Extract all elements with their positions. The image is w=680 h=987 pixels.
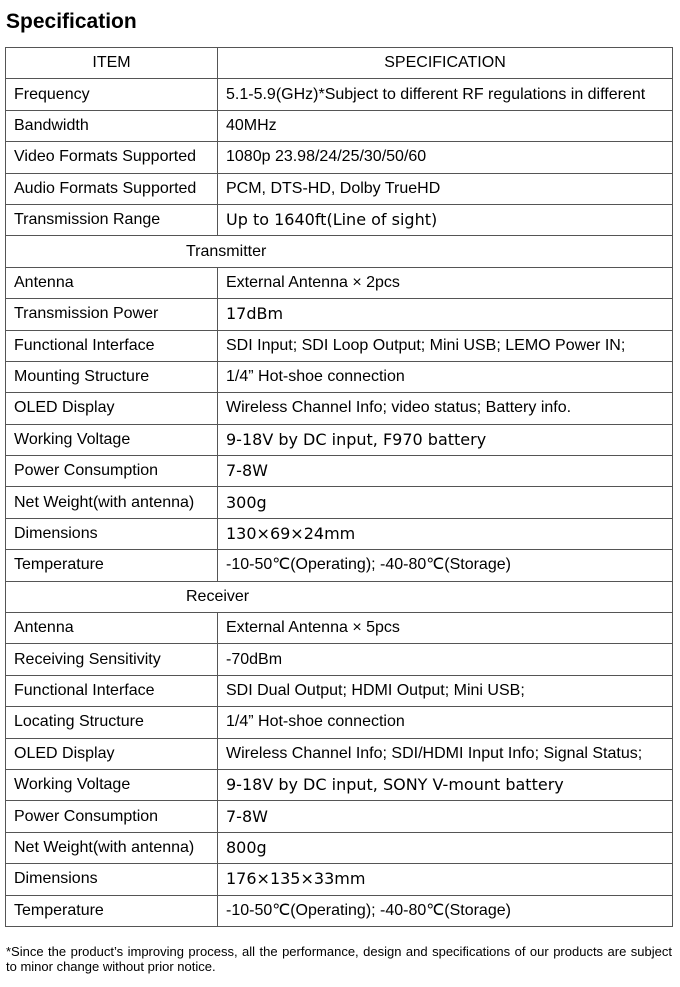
item-cell: Audio Formats Supported: [6, 173, 218, 204]
table-row: [6, 110, 673, 141]
table-row: [6, 173, 673, 204]
spec-cell: 1/4” Hot-shoe connection: [218, 707, 673, 738]
header-item: ITEM: [6, 48, 218, 79]
page-title: Specification: [6, 10, 137, 33]
table-row: [6, 142, 673, 173]
spec-cell: Wireless Channel Info; SDI/HDMI Input Info; Signal Status;: [218, 738, 673, 769]
item-cell: Mounting Structure: [6, 361, 218, 392]
item-cell: Transmission Power: [6, 299, 218, 330]
spec-cell: 40MHz: [218, 110, 673, 141]
spec-cell: PCM, DTS-HD, Dolby TrueHD: [218, 173, 673, 204]
spec-cell: SDI Dual Output; HDMI Output; Mini USB;: [218, 675, 673, 706]
item-cell: Dimensions: [6, 864, 218, 895]
spec-cell: Up to 1640ft(Line of sight): [218, 204, 673, 235]
item-cell: Power Consumption: [6, 801, 218, 832]
item-cell: Antenna: [6, 267, 218, 298]
item-cell: Bandwidth: [6, 110, 218, 141]
specification-table: [5, 47, 673, 927]
item-cell: Power Consumption: [6, 456, 218, 487]
item-cell: Net Weight(with antenna): [6, 487, 218, 518]
table-row: [6, 518, 673, 549]
table-row: [6, 393, 673, 424]
section-label: Transmitter: [6, 236, 673, 267]
spec-cell: 7-8W: [218, 456, 673, 487]
table-header-row: [6, 48, 673, 79]
item-cell: OLED Display: [6, 393, 218, 424]
table-row: [6, 550, 673, 581]
table-row: [6, 675, 673, 706]
spec-cell: External Antenna × 5pcs: [218, 613, 673, 644]
spec-cell: 17dBm: [218, 299, 673, 330]
spec-cell: 1080p 23.98/24/25/30/50/60: [218, 142, 673, 173]
table-row: [6, 895, 673, 926]
spec-cell: 130×69×24mm: [218, 518, 673, 549]
spec-cell: 9-18V by DC input, F970 battery: [218, 424, 673, 455]
table-row: [6, 769, 673, 800]
item-cell: Antenna: [6, 613, 218, 644]
item-cell: Video Formats Supported: [6, 142, 218, 173]
item-cell: Dimensions: [6, 518, 218, 549]
section-row-receiver: [6, 581, 673, 612]
item-cell: Working Voltage: [6, 769, 218, 800]
table-row: [6, 832, 673, 863]
spec-cell: 7-8W: [218, 801, 673, 832]
table-row: [6, 299, 673, 330]
spec-cell: -10-50℃(Operating); -40-80℃(Storage): [218, 895, 673, 926]
item-cell: Frequency: [6, 79, 218, 110]
table-row: [6, 79, 673, 110]
table-row: [6, 707, 673, 738]
table-row: [6, 487, 673, 518]
table-row: [6, 361, 673, 392]
spec-cell: -10-50℃(Operating); -40-80℃(Storage): [218, 550, 673, 581]
table-row: [6, 330, 673, 361]
spec-cell: 9-18V by DC input, SONY V-mount battery: [218, 769, 673, 800]
item-cell: Receiving Sensitivity: [6, 644, 218, 675]
spec-cell: External Antenna × 2pcs: [218, 267, 673, 298]
item-cell: Working Voltage: [6, 424, 218, 455]
header-specification: SPECIFICATION: [218, 48, 673, 79]
item-cell: Functional Interface: [6, 330, 218, 361]
section-label: Receiver: [6, 581, 673, 612]
item-cell: Functional Interface: [6, 675, 218, 706]
table-row: [6, 424, 673, 455]
item-cell: Temperature: [6, 550, 218, 581]
spec-cell: Wireless Channel Info; video status; Battery info.: [218, 393, 673, 424]
table-row: [6, 204, 673, 235]
spec-cell: 1/4” Hot-shoe connection: [218, 361, 673, 392]
table-row: [6, 864, 673, 895]
spec-cell: SDI Input; SDI Loop Output; Mini USB; LEMO Power IN;: [218, 330, 673, 361]
table-row: [6, 613, 673, 644]
footnote: *Since the product’s improving process, all the performance, design and specifications of our products are subject to minor change without prior notice.: [6, 944, 672, 974]
table-row: [6, 644, 673, 675]
table-row: [6, 801, 673, 832]
spec-cell: 300g: [218, 487, 673, 518]
spec-cell: 800g: [218, 832, 673, 863]
spec-cell: -70dBm: [218, 644, 673, 675]
spec-cell: 5.1-5.9(GHz)*Subject to different RF regulations in different: [218, 79, 673, 110]
item-cell: Temperature: [6, 895, 218, 926]
item-cell: OLED Display: [6, 738, 218, 769]
item-cell: Net Weight(with antenna): [6, 832, 218, 863]
item-cell: Locating Structure: [6, 707, 218, 738]
table-row: [6, 267, 673, 298]
section-row-transmitter: [6, 236, 673, 267]
table-row: [6, 738, 673, 769]
spec-cell: 176×135×33mm: [218, 864, 673, 895]
item-cell: Transmission Range: [6, 204, 218, 235]
table-row: [6, 456, 673, 487]
